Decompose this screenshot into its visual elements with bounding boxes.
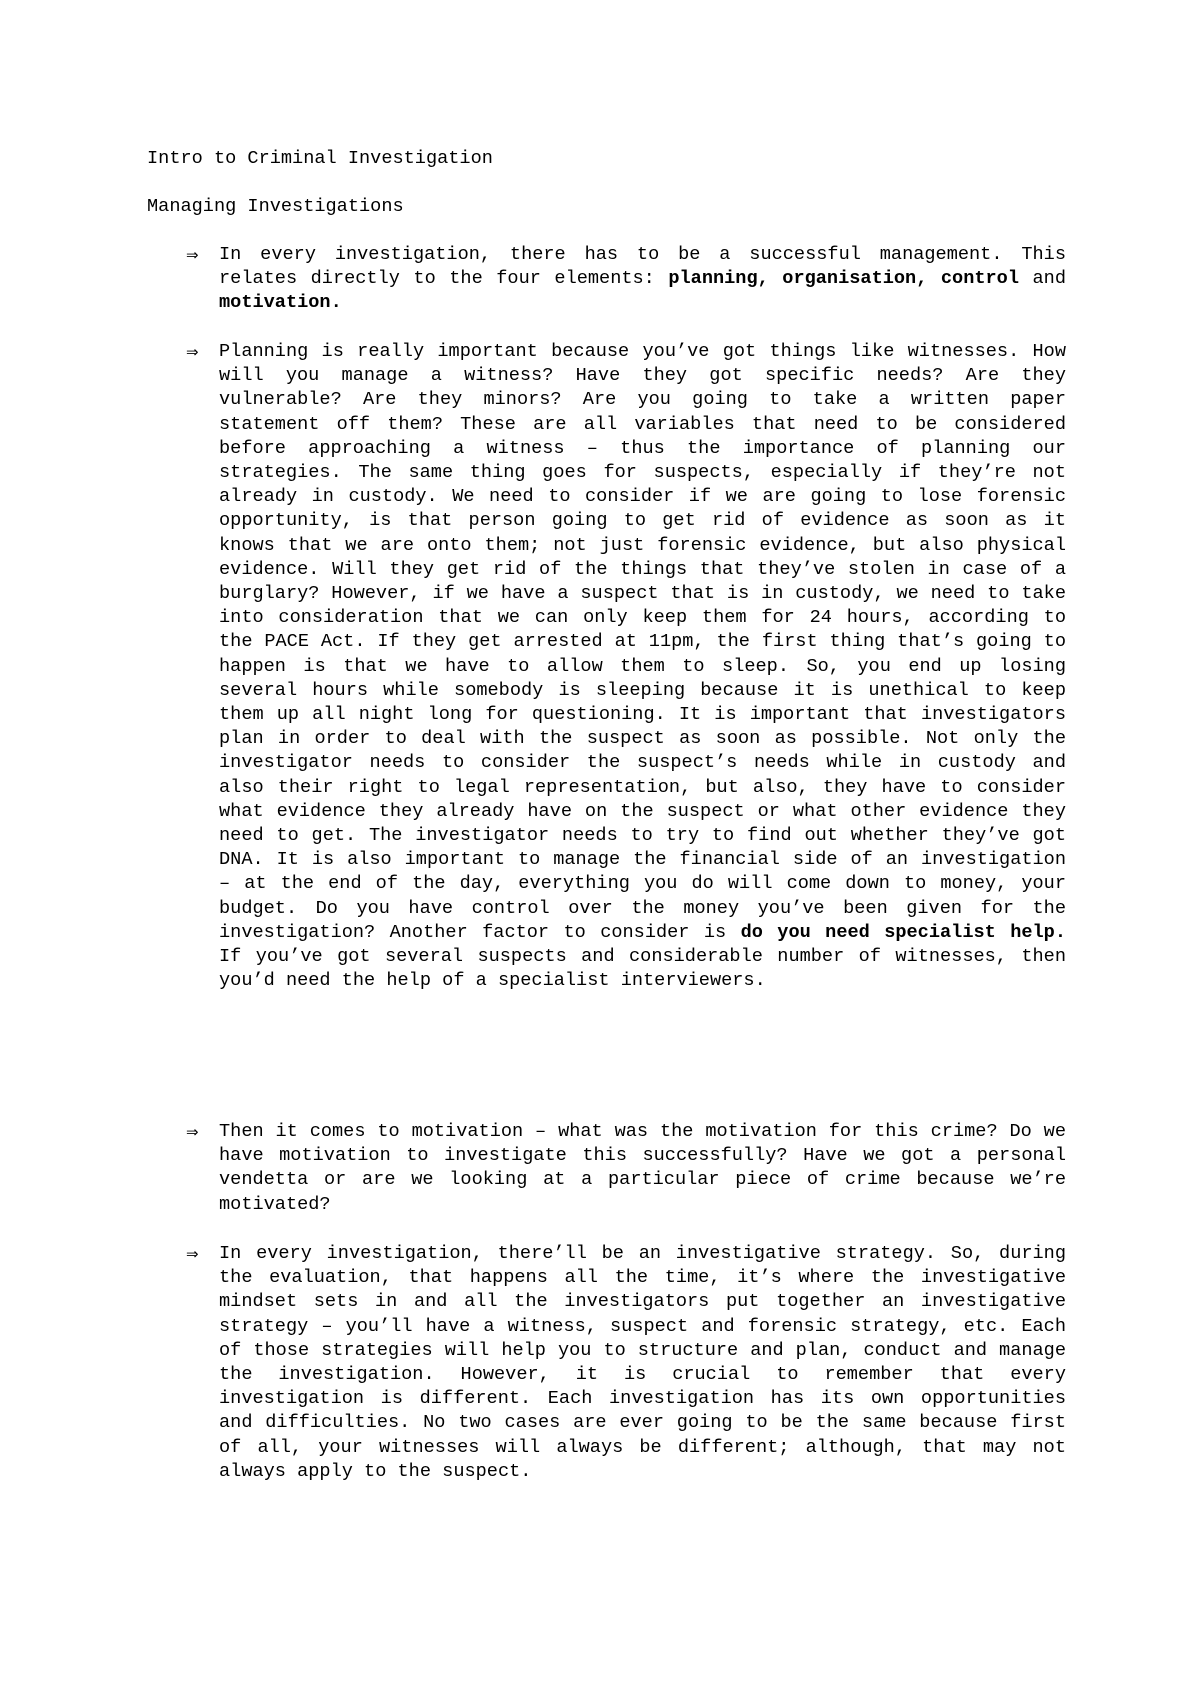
bullet-text [219,340,1066,993]
arrow-icon: ⇒ [186,1245,199,1263]
text-run: Then it comes to motivation – what was the motivation for this crime? Do we have motivation to investigate this successfully? Have we got a personal vendetta or are we looking at a particular piece of crime because we’re motivated? [219,1121,1066,1215]
bold-text-run: planning, organisation, control [668,268,1019,290]
bullet-text [219,1120,1066,1217]
section-heading: Managing Investigations [147,196,404,217]
text-run: In every investigation, there has to be a successful management. This relates directly to the four elements: [219,244,1066,290]
bullet-text [219,243,1066,316]
text-run: Planning is really important because you’ve got things like witnesses. How will you manage a witness? Have they got specific needs? Are they vulnerable? Are they minors? Are you going to take a written paper statement off them? These are all variables that need to be considered before approaching a witness – thus the importance of planning our strategies. The same thing goes for suspects, especially if they’re not already in custody. We need to consider if we are going to lose forensic opportunity, is that person going to get rid of evidence as soon as it knows that we are onto them; not just forensic evidence, but also physical evidence. Will they get rid of the things that they’ve stolen in case of a burglary? However, if we have a suspect that is in custody, we need to take into consideration that we can only keep them for 24 hours, according to the PACE Act. If they get arrested at 11pm, the first thing that’s going to happen is that we have to allow them to sleep. So, you end up losing several hours while somebody is sleeping because it is unethical to keep them up all night long for questioning. It is important that investigators plan in order to deal with the suspect as soon as possible. Not only the investigator needs to consider the suspect’s needs while in custody and also their right to legal representation, but also, they have to consider what evidence they already have on the suspect or what other evidence they need to get. The investigator needs to try to find out whether they’ve got DNA. It is also important to manage the financial side of an investigation – at the end of the day, everything you do will come down to money, your budget. Do you have control over the money you’ve been given for the investigation? Another factor to consider is [219,341,1066,943]
arrow-icon: ⇒ [186,246,199,264]
arrow-icon: ⇒ [186,343,199,361]
arrow-icon: ⇒ [186,1123,199,1141]
text-run: If you’ve got several suspects and considerable number of witnesses, then you’d need the help of a specialist interviewers. [219,946,1066,992]
bold-text-run: do you need specialist help. [740,921,1066,943]
bullet-text [219,1242,1066,1484]
bold-text-run: motivation. [219,292,342,314]
text-run: In every investigation, there’ll be an investigative strategy. So, during the evaluation, that happens all the time, it’s where the investigative mindset sets in and all the investigators put together an investigative strategy – you’ll have a witness, suspect and forensic strategy, etc. Each of those strategies will help you to structure and plan, conduct and manage the investigation. However, it is crucial to remember that every investigation is different. Each investigation has its own opportunities and difficulties. No two cases are ever going to be the same because first of all, your witnesses will always be different; although, that may not always apply to the suspect. [219,1243,1066,1482]
text-run: and [1019,268,1066,290]
document-title: Intro to Criminal Investigation [147,148,493,169]
